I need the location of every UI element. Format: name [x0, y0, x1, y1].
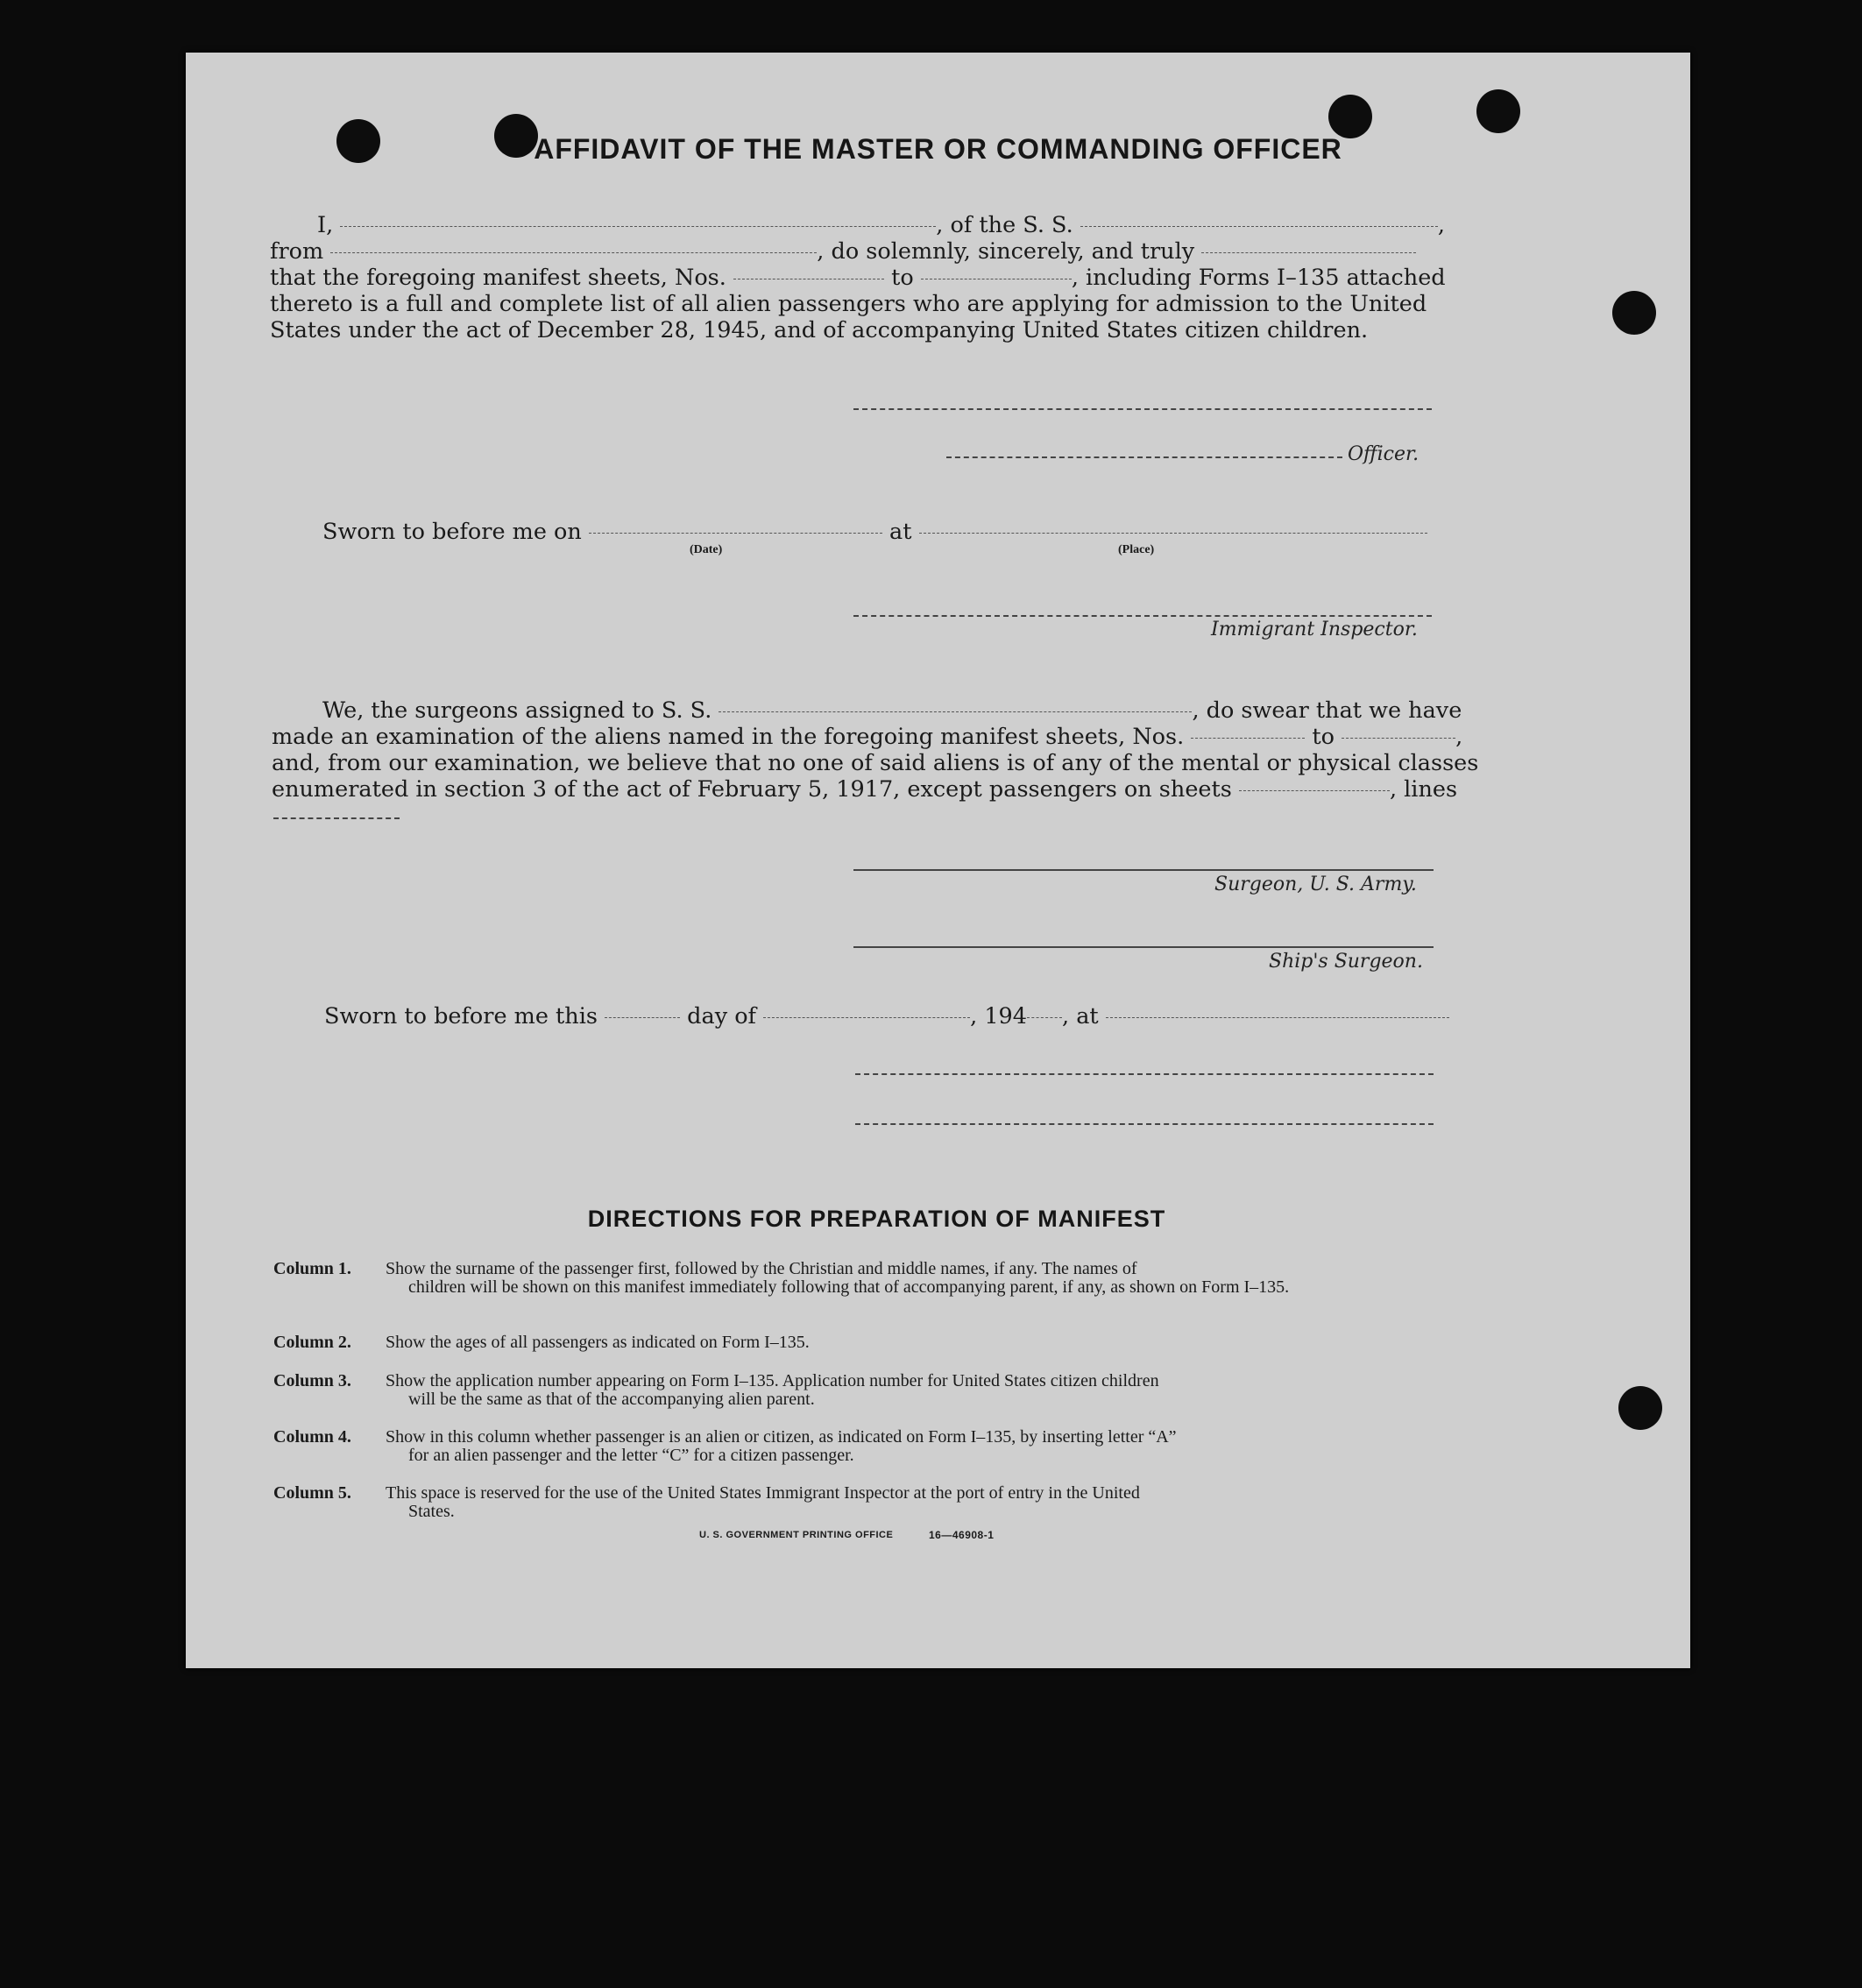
year-blank	[1027, 1016, 1062, 1018]
surgeons-text: to	[1312, 724, 1335, 750]
signature-line	[853, 408, 1432, 410]
punch-hole	[1328, 95, 1372, 138]
surgeon-sheet-to-blank	[1342, 737, 1455, 739]
oath-blank	[1201, 251, 1416, 253]
direction-text	[386, 1428, 1446, 1465]
signature-line	[855, 1123, 1434, 1125]
surgeons-text: , do swear that we have	[1192, 697, 1462, 724]
month-blank	[763, 1016, 970, 1018]
column-label: Column 1.	[273, 1259, 351, 1278]
day-blank	[605, 1016, 680, 1018]
form-code: 16—46908-1	[929, 1529, 995, 1541]
column-label: Column 4.	[273, 1427, 351, 1447]
place-blank	[919, 532, 1427, 534]
affidavit-text: , do solemnly, sincerely, and truly	[817, 238, 1195, 265]
punch-hole	[1618, 1386, 1662, 1430]
direction-first-line: Show in this column whether passenger is an alien or citizen, as indicated on Form I–135, by inserting letter “A”	[386, 1427, 1177, 1447]
affidavit-text: from	[270, 238, 324, 265]
surgeons-text: , lines	[1389, 776, 1458, 803]
affidavit-line-3	[270, 265, 1446, 291]
sworn-text: at	[889, 519, 912, 545]
surgeons-line-4	[272, 776, 1457, 803]
army-surgeon-caption: Surgeon, U. S. Army.	[1214, 874, 1417, 895]
punch-hole	[1476, 89, 1520, 133]
affidavit-line-4: thereto is a full and complete list of all alien passengers who are applying for admission to the United	[270, 291, 1427, 317]
direction-rest: States.	[408, 1502, 455, 1521]
column-label: Column 5.	[273, 1483, 351, 1503]
column-label: Column 2.	[273, 1333, 351, 1352]
direction-first-line: Show the application number appearing on Form I–135. Application number for United States citizen children	[386, 1371, 1159, 1390]
ship-blank	[1080, 225, 1438, 227]
direction-first-line: Show the ages of all passengers as indicated on Form I–135.	[386, 1333, 810, 1352]
surgeons-text: We, the surgeons assigned to S. S.	[322, 697, 712, 724]
army-surgeon-signature-line	[853, 869, 1434, 871]
direction-rest: will be the same as that of the accompanying alien parent.	[408, 1390, 815, 1409]
sheet-to-blank	[921, 278, 1072, 279]
printer-imprint: U. S. GOVERNMENT PRINTING OFFICE	[699, 1530, 894, 1540]
direction-first-line: Show the surname of the passenger first, followed by the Christian and middle names, if any. The names of	[386, 1259, 1137, 1278]
sworn-text: Sworn to before me on	[322, 519, 582, 545]
direction-text	[386, 1372, 1446, 1409]
surgeon-ship-blank	[719, 711, 1192, 712]
form-page	[186, 53, 1690, 1668]
surgeons-line-3: and, from our examination, we believe that no one of said aliens is of any of the mental or physical classes	[272, 750, 1479, 776]
direction-text	[386, 1260, 1446, 1297]
signature-line	[855, 1073, 1434, 1075]
surgeons-text: ,	[1455, 724, 1463, 750]
column-label: Column 3.	[273, 1371, 351, 1390]
sworn-text: Sworn to before me this	[324, 1003, 598, 1029]
officer-signature-line	[946, 456, 1342, 458]
surgeon-sheet-from-blank	[1191, 737, 1305, 739]
punch-hole	[1612, 291, 1656, 335]
sheets-blank	[1239, 789, 1390, 791]
name-blank	[340, 225, 936, 227]
affidavit-text: to	[891, 265, 914, 291]
ship-surgeon-signature-line	[853, 946, 1434, 948]
direction-rest: children will be shown on this manifest immediately following that of accompanying parent, if any, as shown on Form I–135.	[408, 1277, 1290, 1297]
affidavit-text: , including Forms I–135 attached	[1071, 265, 1446, 291]
affidavit-line-1	[317, 212, 1445, 238]
sworn-text: day of	[687, 1003, 757, 1029]
place-label: (Place)	[1118, 543, 1155, 556]
from-blank	[330, 251, 817, 253]
direction-text	[386, 1334, 1446, 1352]
inspector-caption: Immigrant Inspector.	[1211, 619, 1418, 640]
date-blank	[589, 532, 882, 534]
officer-caption: Officer.	[1348, 443, 1420, 465]
sworn-text: , 194	[970, 1003, 1028, 1029]
sworn-line-1	[322, 519, 1427, 545]
affidavit-text: I,	[317, 212, 334, 238]
date-label: (Date)	[690, 543, 723, 556]
direction-rest: for an alien passenger and the letter “C” for a citizen passenger.	[408, 1446, 854, 1465]
sheet-from-blank	[733, 278, 884, 279]
affidavit-text: ,	[1437, 212, 1445, 238]
lines-blank	[273, 817, 400, 819]
surgeons-line-1	[322, 697, 1462, 724]
affidavit-line-5: States under the act of December 28, 1945, and of accompanying United States citizen children.	[270, 317, 1369, 343]
ship-surgeon-caption: Ship's Surgeon.	[1269, 951, 1423, 973]
surgeons-text: made an examination of the aliens named in the foregoing manifest sheets, Nos.	[272, 724, 1185, 750]
affidavit-text: that the foregoing manifest sheets, Nos.	[270, 265, 726, 291]
surgeons-line-2	[272, 724, 1462, 750]
affidavit-line-2	[270, 238, 1416, 265]
directions-title: DIRECTIONS FOR PREPARATION OF MANIFEST	[587, 1206, 1166, 1232]
surgeons-text: enumerated in section 3 of the act of February 5, 1917, except passengers on sheets	[272, 776, 1232, 803]
affidavit-text: , of the S. S.	[936, 212, 1073, 238]
sworn-place-blank	[1106, 1016, 1449, 1018]
direction-text	[386, 1484, 1446, 1521]
sworn-text: , at	[1062, 1003, 1099, 1029]
sworn-line-2	[324, 1003, 1449, 1029]
direction-first-line: This space is reserved for the use of the United States Immigrant Inspector at the port of entry in the United	[386, 1483, 1140, 1503]
inspector-signature-line	[853, 615, 1432, 617]
form-title: AFFIDAVIT OF THE MASTER OR COMMANDING OFFICER	[534, 133, 1342, 165]
